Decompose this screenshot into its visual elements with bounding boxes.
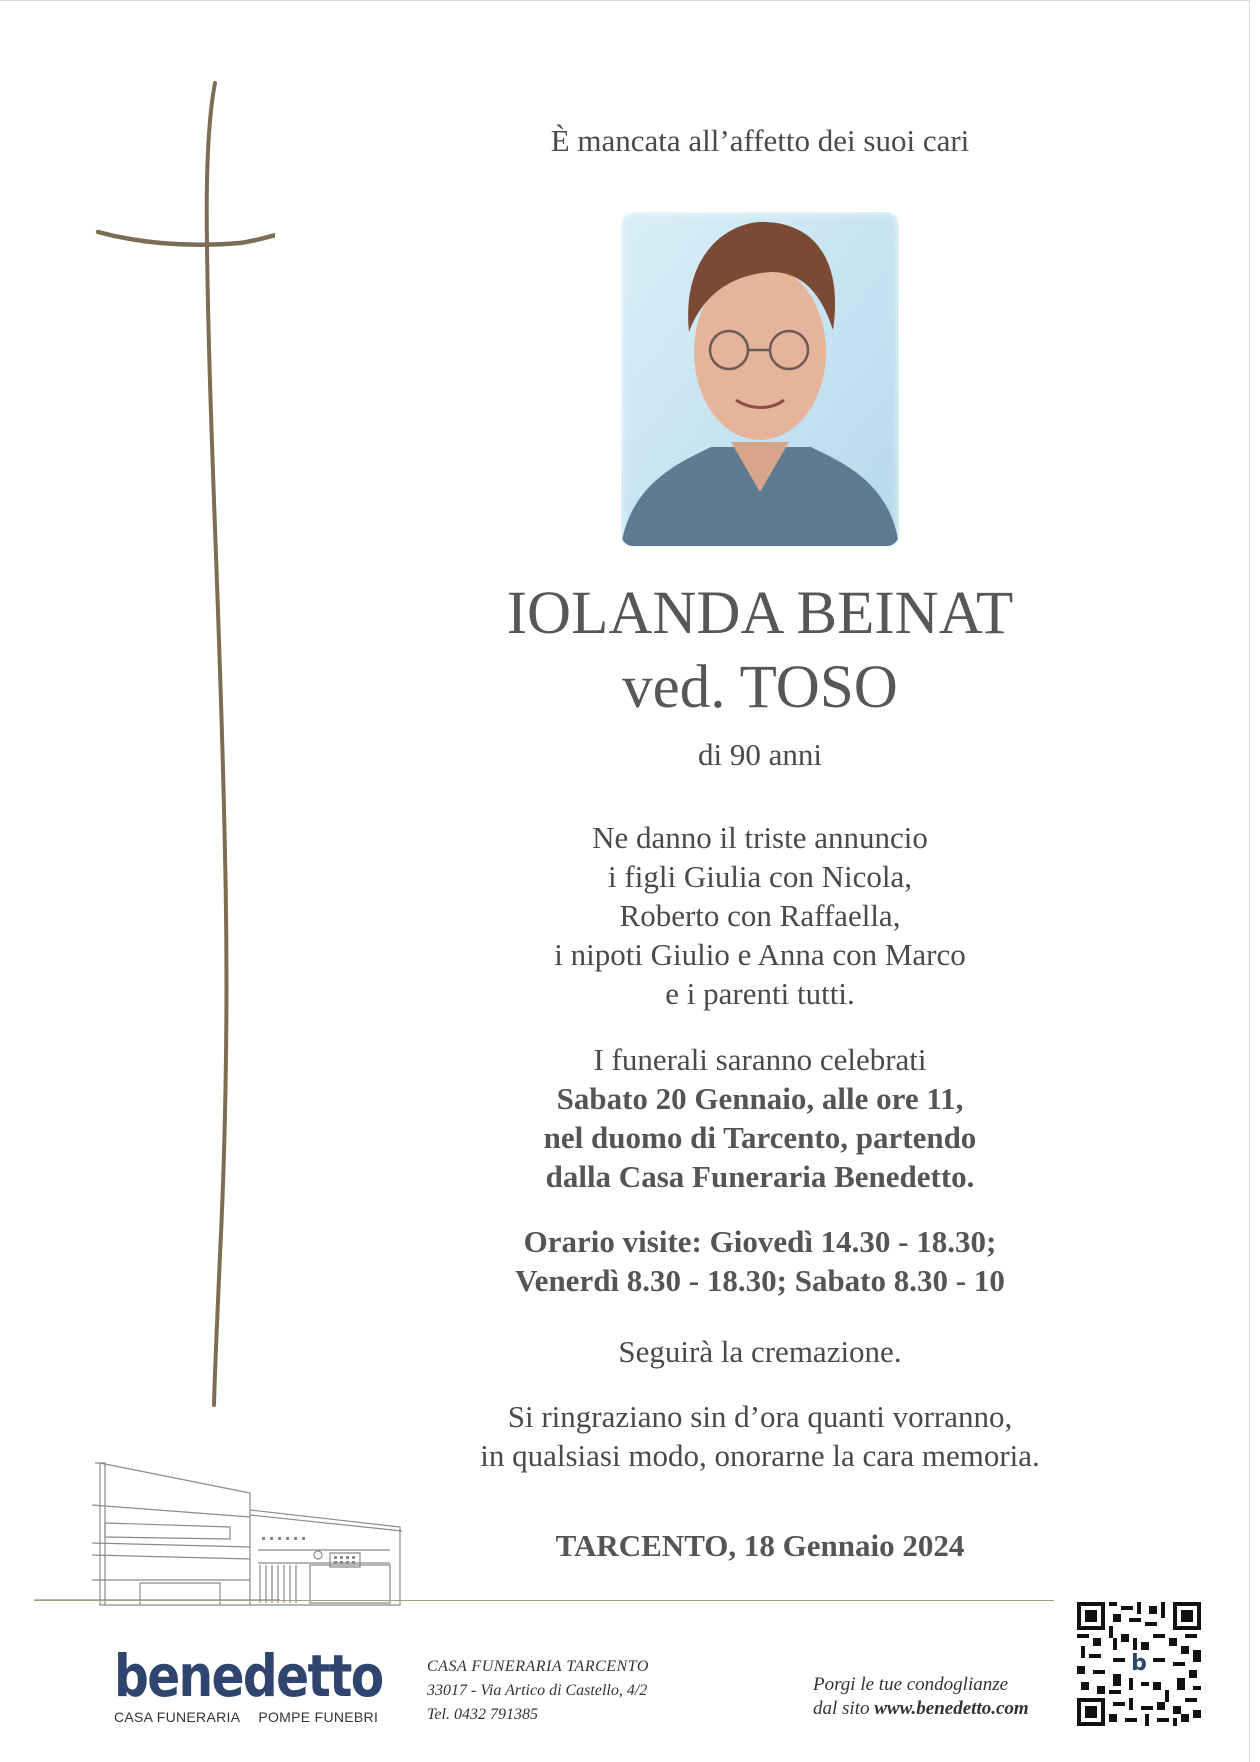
announcement-paragraph [440, 818, 1080, 1013]
condolences-prefix: dal sito [813, 1698, 875, 1719]
funeral-detail-line: Sabato 20 Gennaio, alle ore 11, [556, 1081, 964, 1116]
announcement-line: i figli Giulia con Nicola, [608, 859, 912, 894]
address-line: Tel. 0432 791385 [427, 1706, 538, 1723]
funeral-paragraph [440, 1040, 1080, 1196]
condolences-line-2 [813, 1697, 1029, 1721]
intro-text: È mancata all’affetto dei suoi cari [550, 123, 970, 158]
visiting-hours-line: Orario visite: Giovedì 14.30 - 18.30; [523, 1224, 997, 1259]
place-date: TARCENTO, 18 Gennaio 2024 [555, 1528, 965, 1563]
name-line-1: IOLANDA BEINAT [506, 580, 1014, 647]
logo-subtitle-1: CASA FUNERARIA [114, 1709, 241, 1725]
logo-subtitle [114, 1709, 379, 1725]
thanks-line: in qualsiasi modo, onorarne la cara memoria. [480, 1438, 1040, 1473]
logo-wordmark: benedetto [114, 1642, 383, 1710]
thanks-line: Si ringraziano sin d’ora quanti vorranno, [507, 1399, 1013, 1434]
announcement-line: e i parenti tutti. [665, 976, 855, 1011]
announcement-line: i nipoti Giulio e Anna con Marco [554, 937, 966, 972]
announcement-line: Roberto con Raffaella, [619, 898, 901, 933]
visiting-hours-line: Venerdì 8.30 - 18.30; Sabato 8.30 - 10 [515, 1263, 1005, 1298]
address-line: CASA FUNERARIA TARCENTO [427, 1658, 649, 1675]
funeral-detail-line: dalla Casa Funeraria Benedetto. [545, 1159, 975, 1194]
condolences-site-link[interactable]: www.benedetto.com [874, 1698, 1029, 1719]
address-line: 33017 - Via Artico di Castello, 4/2 [427, 1682, 648, 1699]
condolences-line-1: Porgi le tue condoglianze [813, 1674, 1009, 1695]
announcement-line: Ne danno il triste annuncio [592, 820, 928, 855]
deceased-name [440, 577, 1080, 725]
age-text: di 90 anni [698, 737, 822, 772]
funeral-home-building-icon [30, 1455, 410, 1615]
name-line-2: ved. TOSO [622, 654, 898, 721]
funeral-detail-line: nel duomo di Tarcento, partendo [543, 1120, 977, 1155]
condolences-text [813, 1673, 1029, 1721]
qr-logo-letter: b [1127, 1652, 1151, 1676]
funeral-home-address [427, 1655, 649, 1727]
logo-subtitle-2: POMPE FUNEBRI [258, 1709, 379, 1725]
portrait-photo [621, 212, 899, 546]
cremation-text: Seguirà la cremazione. [618, 1334, 902, 1369]
benedetto-logo [114, 1642, 383, 1725]
thanks-paragraph [440, 1397, 1080, 1475]
visiting-hours [440, 1222, 1080, 1300]
funeral-intro: I funerali saranno celebrati [593, 1042, 927, 1077]
qr-code[interactable] [1077, 1602, 1201, 1726]
cross-icon [95, 75, 275, 1415]
footer-divider [34, 1600, 1054, 1601]
